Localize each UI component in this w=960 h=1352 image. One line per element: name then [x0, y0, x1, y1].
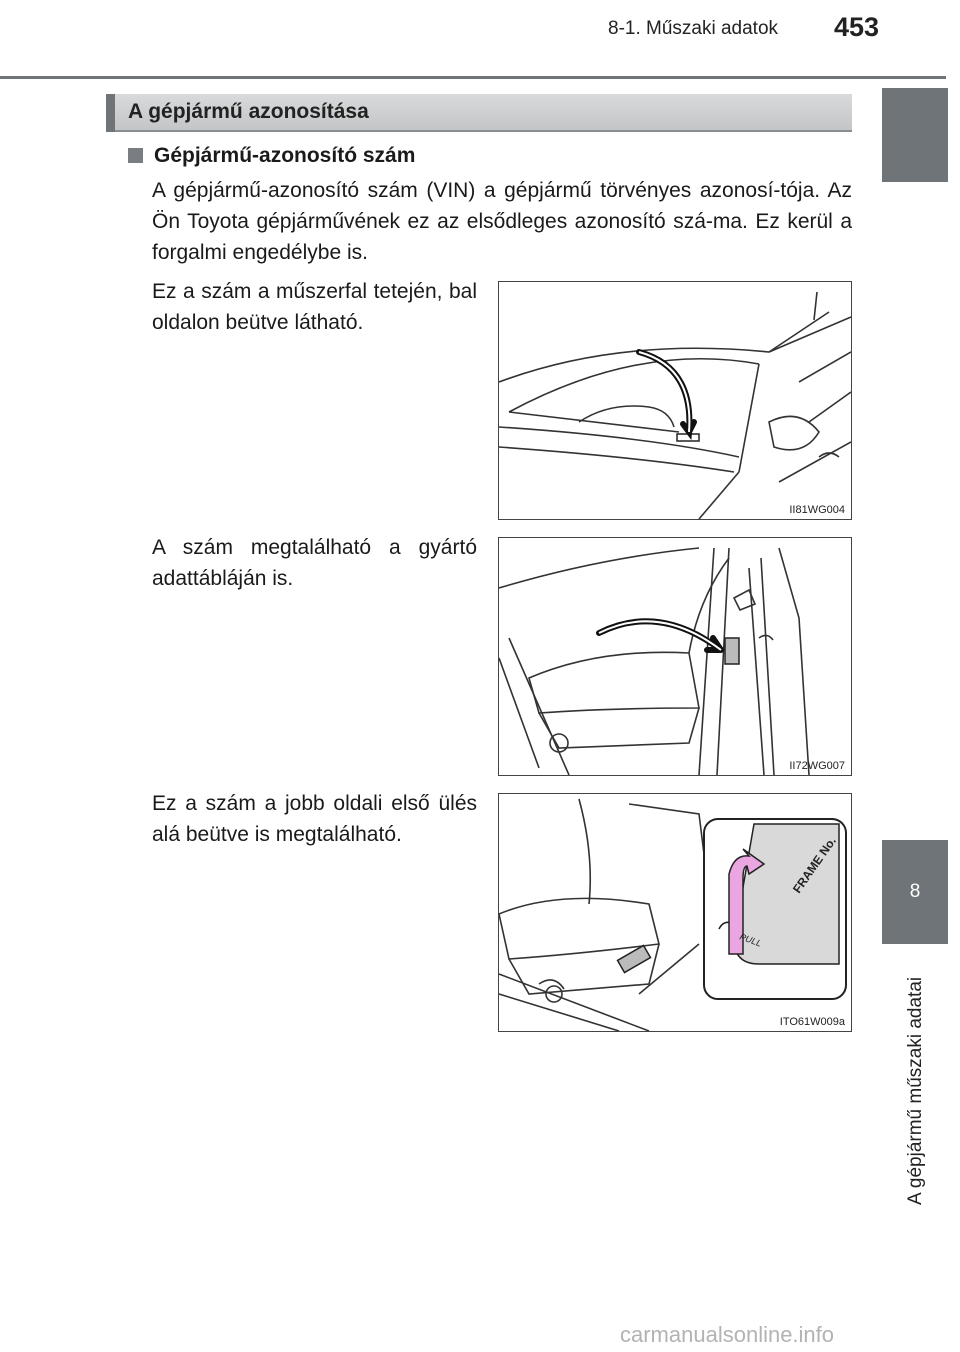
figure-code: II72WG007 [789, 760, 845, 772]
figure-door-plate [498, 537, 852, 776]
intro-paragraph: A gépjármű-azonosító szám (VIN) a gépjármű törvényes azonosí-tója. Az Ön Toyota gépjárművének ez az elsődleges azonosító szá-ma. Ez kerül a forgalmi engedélybe is. [152, 179, 852, 264]
door-pillar-illustration [499, 538, 851, 775]
figure-code: II81WG004 [789, 504, 845, 516]
figure-code: ITO61W009a [779, 1016, 845, 1028]
side-tab-block [882, 88, 948, 182]
subsection-title: Gépjármű-azonosító szám [154, 144, 416, 167]
figure-seat-frame-number [498, 793, 852, 1032]
frame-no-label: FRAME No. [789, 834, 839, 896]
location-plate-text: A szám megtalálható a gyártó adattábláján is. [152, 536, 477, 590]
figure-dashboard-vin [498, 281, 852, 520]
location-dashboard-text: Ez a szám a műszerfal tetején, bal oldalon beütve látható. [152, 280, 477, 334]
watermark: carmanualsonline.info [620, 1322, 835, 1347]
seat-illustration [499, 794, 851, 1031]
section-title: A gépjármű azonosítása [128, 100, 369, 123]
dashboard-illustration [499, 282, 851, 519]
header-rule [0, 76, 946, 79]
chapter-title-vertical [903, 955, 927, 1205]
header-section-title: 8-1. Műszaki adatok [608, 18, 779, 39]
chapter-number-tab[interactable]: 8 [882, 840, 948, 944]
chapter-title-text: A gépjármű műszaki adatai [905, 976, 926, 1205]
pull-label: PULL [738, 931, 763, 949]
section-heading-accent [106, 94, 115, 132]
page-number: 453 [834, 12, 880, 42]
bullet-square-icon [128, 148, 143, 163]
location-seat-text: Ez a szám a jobb oldali első ülés alá beütve is megtalálható. [152, 792, 477, 846]
